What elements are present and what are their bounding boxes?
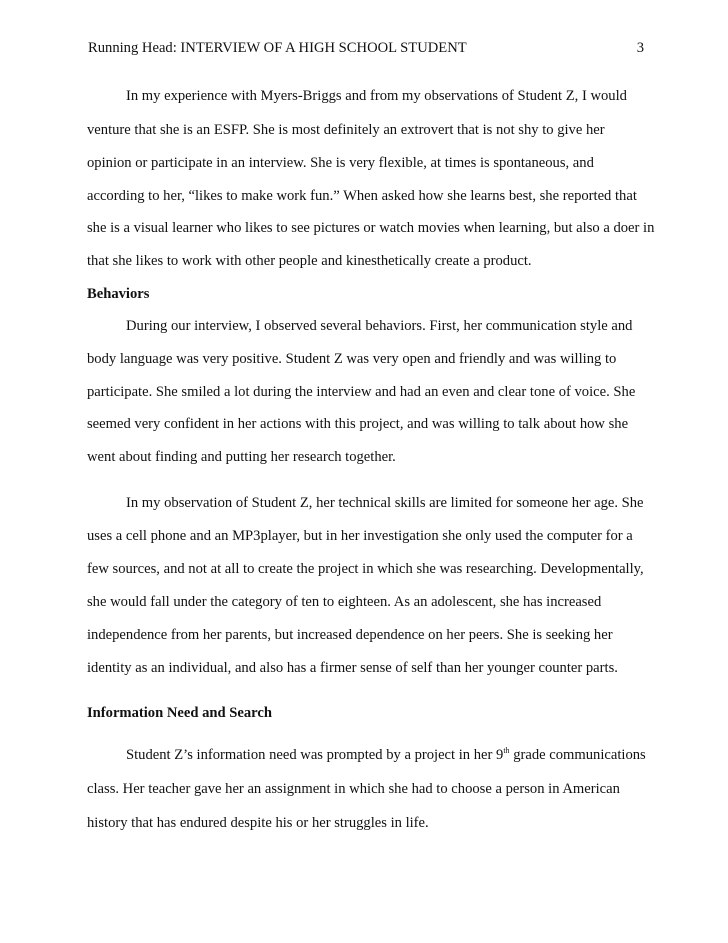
paragraph-line: opinion or participate in an interview. She is very flexible, at times is spontaneous, and	[87, 155, 594, 171]
page-number: 3	[636, 40, 644, 56]
paragraph-line: During our interview, I observed several behaviors. First, her communication style and	[126, 318, 633, 334]
paragraph-line: that she likes to work with other people and kinesthetically create a product.	[87, 253, 532, 269]
paragraph-line: class. Her teacher gave her an assignment in which she had to choose a person in American	[87, 781, 620, 797]
paragraph-line: according to her, “likes to make work fun.” When asked how she learns best, she reported that	[87, 188, 637, 204]
page-header	[88, 40, 644, 60]
paragraph-line: participate. She smiled a lot during the interview and had an even and clear tone of voice. She	[87, 384, 636, 400]
paragraph-line: few sources, and not at all to create the project in which she was researching. Developmentally,	[87, 561, 644, 577]
section-heading-behaviors: Behaviors	[87, 286, 150, 302]
ordinal-superscript: th	[503, 746, 510, 755]
paragraph-line: seemed very confident in her actions with this project, and was willing to talk about how she	[87, 416, 629, 432]
paragraph-line: independence from her parents, but increased dependence on her peers. She is seeking her	[87, 627, 613, 643]
paragraph-line: In my observation of Student Z, her technical skills are limited for someone her age. She	[126, 495, 644, 511]
paragraph-line: venture that she is an ESFP. She is most definitely an extrovert that is not shy to give her	[87, 122, 605, 138]
paragraph-line: history that has endured despite his or her struggles in life.	[87, 815, 429, 831]
paragraph-text: Student Z’s information need was prompted by a project in her 9	[126, 747, 504, 763]
paragraph-line: body language was very positive. Student Z was very open and friendly and was willing to	[87, 351, 617, 367]
paragraph-line: she is a visual learner who likes to see pictures or watch movies when learning, but also a doer in	[87, 220, 655, 236]
running-head: Running Head: INTERVIEW OF A HIGH SCHOOL STUDENT	[88, 40, 467, 56]
paragraph-line: uses a cell phone and an MP3player, but in her investigation she only used the computer for a	[87, 528, 633, 544]
paragraph-line: identity as an individual, and also has a firmer sense of self than her younger counter parts.	[87, 660, 618, 676]
paragraph-line	[126, 745, 646, 765]
paragraph-text: grade communications	[509, 747, 646, 763]
section-heading-information-need: Information Need and Search	[87, 705, 272, 721]
paragraph-line: she would fall under the category of ten to eighteen. As an adolescent, she has increased	[87, 594, 602, 610]
paragraph-line: In my experience with Myers-Briggs and from my observations of Student Z, I would	[126, 88, 627, 104]
paragraph-line: went about finding and putting her research together.	[87, 449, 396, 465]
